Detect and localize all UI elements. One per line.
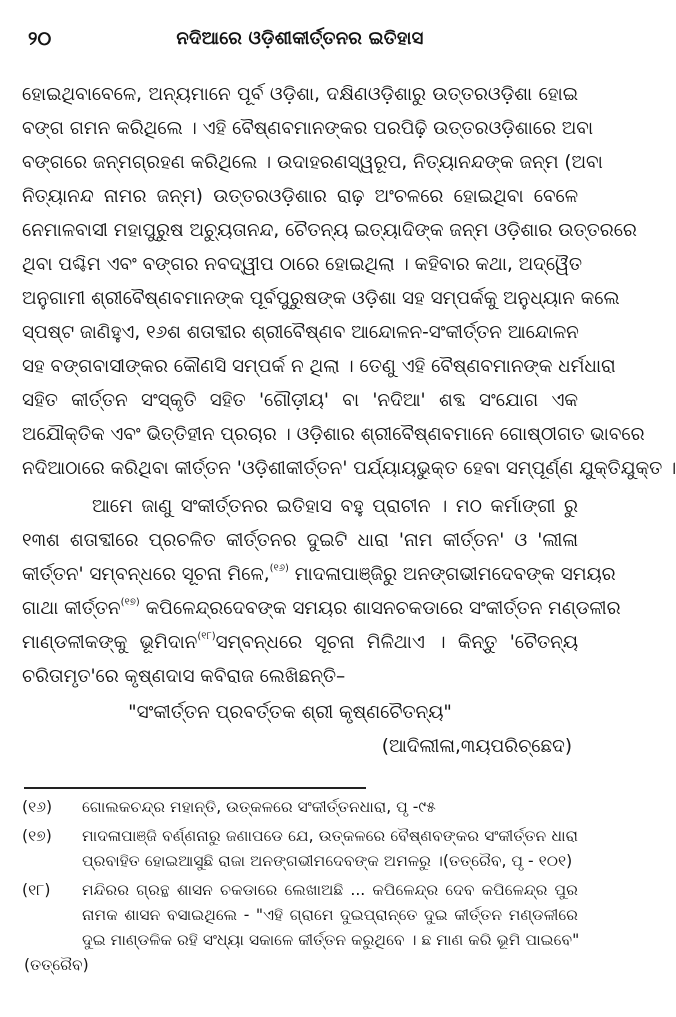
body-text xyxy=(22,78,676,764)
text-line: ଅନୁଗାମୀ ଶ୍ରୀବୈଷ୍ଣବମାନଙ୍କ ପୂର୍ବପୁରୁଷଙ୍କ ଓଡ଼ିଶା ସହ ସମ୍ପର୍କକୁ ଅନୁଧ୍ୟାନ କଲେ xyxy=(22,288,620,309)
quote-citation: (ଆଦିଲୀଳା,୩ୟପରିଚ୍ଛେଦ) xyxy=(381,736,572,757)
footnote-ref-18: (୧୮) xyxy=(197,630,216,642)
running-title: ନଦିଆରେ ଓଡ଼ିଶୀକୀର୍ତ୍ତନର ଇତିହାସ xyxy=(176,28,424,49)
text-line: ଆମେ ଜାଣୁ ସଂକୀର୍ତ୍ତନର ଇତିହାସ ବହୁ ପ୍ରାଚୀନ । ମଠ କର୍ମାଙ୍ଗୀ ରୁ xyxy=(92,496,578,517)
footnotes xyxy=(22,795,578,978)
footnote-line xyxy=(22,903,578,928)
text-line xyxy=(22,592,621,626)
text-line: ନେମାଳବାସୀ ମହାପୁରୁଷ ଅଚ୍ୟୁତାନନ୍ଦ, ଚୈତନ୍ୟ ଇତ୍ୟାଦିଙ୍କ ଜନ୍ମ ଓଡ଼ିଶାର ଉତ୍ତରରେ xyxy=(22,220,637,241)
text-line: ନିତ୍ୟାନନ୍ଦ ନାମର ଜନ୍ମ) ଉତ୍ତରଓଡ଼ିଶାର ରାଢ଼ ଅଂଚଳରେ ହୋଇଥିବା ବେଳେ xyxy=(22,186,578,207)
footnote-text: ମାଦଳାପାଞ୍ଜି ବର୍ଣ୍ଣନାରୁ ଜଣାପଡେ ଯେ, ଉତ୍କଳରେ ବୈଷ୍ଣବଙ୍କର ସଂକୀର୍ତ୍ତନ ଧାରା xyxy=(82,827,578,845)
page-header xyxy=(18,22,582,58)
paragraph-2 xyxy=(22,490,621,694)
footnote-text: (ତତ୍ରୈବ) xyxy=(24,956,89,974)
footnote-number: (୧୭) xyxy=(22,827,52,845)
paragraph-1 xyxy=(22,78,676,486)
footnote-line xyxy=(22,849,578,874)
footnote-text: ଗୋଲକଚନ୍ଦ୍ର ମହାନ୍ତି, ଉତ୍କଳରେ ସଂକୀର୍ତ୍ତନଧାରା, ପୃ -୯୫ xyxy=(82,798,436,816)
text-segment: କପିଳେନ୍ଦ୍ରଦେବଙ୍କ ସମୟର ଶାସନଚକଡାରେ ସଂକୀର୍ତ୍ତନ ମଣ୍ଡଳୀର xyxy=(139,598,621,619)
text-line xyxy=(22,626,578,660)
footnote-number: (୧୮) xyxy=(22,881,51,899)
text-segment: ମାଦଳାପାଞ୍ଜିରୁ ଅନଙ୍ଗଭୀମଦେବଙ୍କ ସମୟର xyxy=(288,564,616,585)
text-line: ଥିବା ପଶ୍ଚିମ ଏବଂ ବଙ୍ଗର ନବଦ୍ୱୀପ ଠାରେ ହୋଇଥିଲା । କହିବାର କଥା, ଅଦ୍ୱୈତ xyxy=(22,254,583,275)
footnote-ref-17: (୧୭) xyxy=(120,596,140,608)
footnote-line xyxy=(22,878,578,903)
footnote-line xyxy=(22,795,578,820)
footnote-17 xyxy=(22,824,578,874)
text-segment: ମାଣ୍ଡଳୀକଙ୍କୁ ଭୂମିଦାନ xyxy=(22,632,198,653)
text-segment: ଗାଥା କୀର୍ତ୍ତନ xyxy=(22,598,121,619)
text-line: ବଙ୍ଗ ଗମନ କରିଥିଲେ । ଏହି ବୈଷ୍ଣବମାନଙ୍କର ପରପିଢ଼ି ଉତ୍ତରଓଡ଼ିଶାରେ ଅବା xyxy=(22,118,594,139)
block-quote: "ସଂକୀର୍ତ୍ତନ ପ୍ରବର୍ତ୍ତକ ଶ୍ରୀ କୃଷ୍ଣଚୈତନ୍ୟ" xyxy=(128,702,452,723)
text-line: ଚରିତାମୃତ'ରେ କୃଷ୍ଣଦାସ କବିରାଜ ଲେଖିଛନ୍ତି– xyxy=(22,666,346,687)
text-line: ହୋଇଥିବାବେଳେ, ଅନ୍ୟମାନେ ପୂର୍ବ ଓଡ଼ିଶା, ଦକ୍ଷିଣଓଡ଼ିଶାରୁ ଉତ୍ତରଓଡ଼ିଶା ହୋଇ xyxy=(22,84,578,105)
text-line: ୧୩ଶ ଶତାବ୍ଦୀରେ ପ୍ରଚଳିତ କୀର୍ତ୍ତନର ଦୁଇଟି ଧାରା 'ନାମ କୀର୍ତ୍ତନ' ଓ 'ଲୀଳା xyxy=(22,530,578,551)
footnote-text: ମନ୍ଦିରର ଗ୍ରନ୍ଥ ଶାସନ ଚକଡାରେ ଲେଖାଅଛି ... କପିଳେନ୍ଦ୍ର ଦେବ କପିଳେନ୍ଦ୍ର ପୁର xyxy=(82,881,578,899)
text-line: ଅଯୌକ୍ତିକ ଏବଂ ଭିତ୍ତିହୀନ ପ୍ରଚାର । ଓଡ଼ିଶାର ଶ୍ରୀବୈଷ୍ଣବମାନେ ଗୋଷ୍ଠୀଗତ ଭାବରେ xyxy=(22,424,645,445)
footnote-text: ଦୁଇ ମାଣ୍ଡଳିକ ରହି ସଂଧ୍ୟା ସକାଳେ କୀର୍ତ୍ତନ କରୁଥିବେ । ଛ ମାଣ କରି ଭୂମି ପାଇବେ" xyxy=(82,931,580,949)
text-line: ସ୍ପଷ୍ଟ ଜାଣିହୁଏ, ୧୬ଶ ଶତାବ୍ଦୀର ଶ୍ରୀବୈଷ୍ଣବ ଆନ୍ଦୋଳନ-ସଂକୀର୍ତ୍ତନ ଆନ୍ଦୋଳନ xyxy=(22,322,579,343)
text-line: ସହିତ କୀର୍ତ୍ତନ ସଂସ୍କୃତି ସହିତ 'ଗୌଡ଼ୀୟ' ବା 'ନଦିଆ' ଶବ୍ଦ ସଂଯୋଗ ଏକ xyxy=(22,390,578,411)
text-line: ନଦିଆଠାରେ କରିଥିବା କୀର୍ତ୍ତନ 'ଓଡ଼ିଶୀକୀର୍ତ୍ତନ' ପର୍ଯ୍ୟାୟଭୁକ୍ତ ହେବା ସମ୍ପୂର୍ଣ୍ଣ ଯୁକ୍ତିଯୁକ୍ତ । xyxy=(22,458,676,479)
footnote-text: ପ୍ରବାହିତ ହୋଇଆସୁଛି ରାଜା ଅନଙ୍ଗଭୀମଦେବଙ୍କ ଅମଳରୁ ।(ତତ୍ରୈବ, ପୃ - ୧୦୧) xyxy=(82,852,573,870)
footnote-line xyxy=(22,928,578,953)
footnote-line xyxy=(22,953,578,978)
footnote-18 xyxy=(22,878,578,978)
text-line: ସହ ବଙ୍ଗବାସୀଙ୍କର କୌଣସି ସମ୍ପର୍କ ନ ଥିଲା । ତେଣୁ ଏହି ବୈଷ୍ଣବମାନଙ୍କ ଧର୍ମଧାରା xyxy=(22,356,616,377)
footnote-number: (୧୬) xyxy=(22,798,53,816)
footnote-ref-16: (୧୬) xyxy=(269,562,289,574)
text-segment: ସମ୍ବନ୍ଧରେ ସୂଚନା ମିଳିଥାଏ । କିନ୍ତୁ 'ଚୈତନ୍ୟ xyxy=(215,632,578,653)
text-line xyxy=(22,558,616,592)
text-segment: କୀର୍ତ୍ତନ' ସମ୍ବନ୍ଧରେ ସୂଚନା ମିଳେ, xyxy=(22,564,270,585)
footnote-16 xyxy=(22,795,578,820)
footnote-divider xyxy=(24,787,366,789)
footnote-line xyxy=(22,824,578,849)
page-number: ୨୦ xyxy=(28,28,52,50)
footnote-text: ନାମକ ଶାସନ ବସାଇଥିଲେ - "ଏହି ଗ୍ରାମେ ଦୁଇପ୍ରାନ୍ତେ ଦୁଇ କୀର୍ତ୍ତନ ମଣ୍ଡଳୀରେ xyxy=(82,906,578,924)
text-line: ବଙ୍ଗରେ ଜନ୍ମଗ୍ରହଣ କରିଥିଲେ । ଉଦାହରଣସ୍ୱରୂପ, ନିତ୍ୟାନନ୍ଦଙ୍କ ଜନ୍ମ (ଅବା xyxy=(22,152,603,173)
